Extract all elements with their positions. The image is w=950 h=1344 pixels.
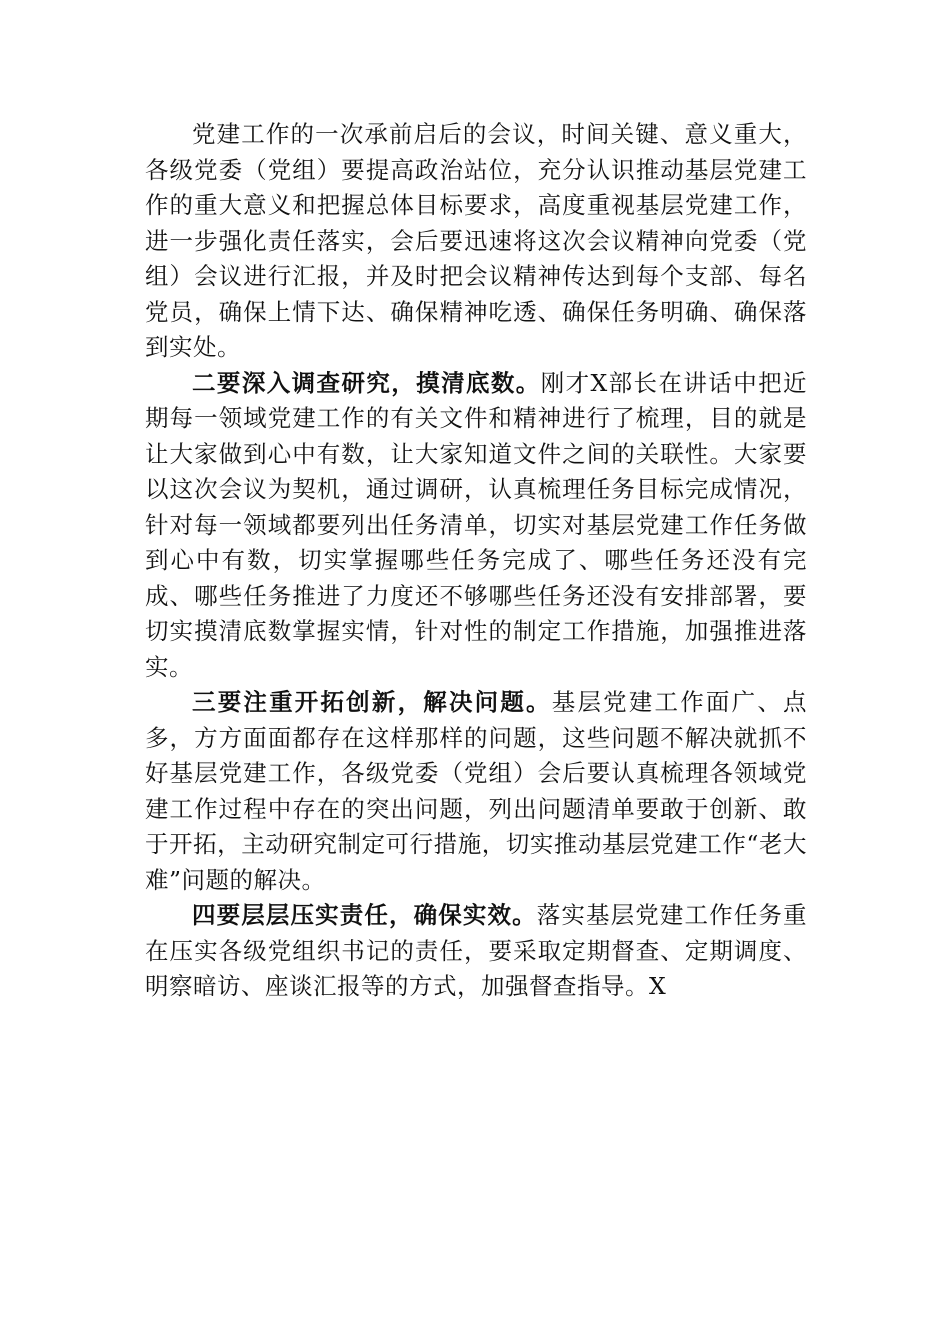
document-body bbox=[145, 117, 807, 1005]
paragraph-4-lead: 四要层层压实责任，确保实效。 bbox=[192, 901, 537, 929]
paragraph-4-text: 落实基层党建工作任务重在压实各级党组织书记的责任，要采取定期督查、定期调度、明察暗访、座谈汇报等的方式，加强督查指导。X bbox=[145, 901, 807, 1000]
paragraph-1-text: 党建工作的一次承前启后的会议，时间关键、意义重大，各级党委（党组）要提高政治站位，充分认识推动基层党建工作的重大意义和把握总体目标要求，高度重视基层党建工作，进一步强化责任落实，会后要迅速将这次会议精神向党委（党组）会议进行汇报，并及时把会议精神传达到每个支部、每名党员，确保上情下达、确保精神吃透、确保任务明确、确保落到实处。 bbox=[145, 120, 807, 361]
paragraph-1 bbox=[145, 117, 807, 366]
paragraph-3-text: 基层党建工作面广、点多，方方面面都存在这样那样的问题，这些问题不解决就抓不好基层党建工作，各级党委（党组）会后要认真梳理各领域党建工作过程中存在的突出问题，列出问题清单要敢于创新、敢于开拓，主动研究制定可行措施，切实推动基层党建工作“老大难”问题的解决。 bbox=[145, 688, 808, 894]
paragraph-3 bbox=[145, 685, 807, 898]
paragraph-2 bbox=[145, 366, 807, 686]
paragraph-2-lead: 二要深入调查研究，摸清底数。 bbox=[192, 368, 541, 397]
paragraph-2-text: 刚才X部长在讲话中把近期每一领域党建工作的有关文件和精神进行了梳理，目的就是让大家做到心中有数，让大家知道文件之间的关联性。大家要以这次会议为契机，通过调研，认真梳理任务目标完成情况，针对每一领域都要列出任务清单，切实对基层党建工作任务做到心中有数，切实掌握哪些任务完成了、哪些任务还没有完成、哪些任务推进了力度还不够哪些任务还没有安排部署，要切实摸清底数掌握实情，针对性的制定工作措施，加强推进落实。 bbox=[145, 368, 808, 681]
paragraph-4 bbox=[145, 898, 807, 1005]
paragraph-3-lead: 三要注重开拓创新，解决问题。 bbox=[192, 688, 552, 716]
